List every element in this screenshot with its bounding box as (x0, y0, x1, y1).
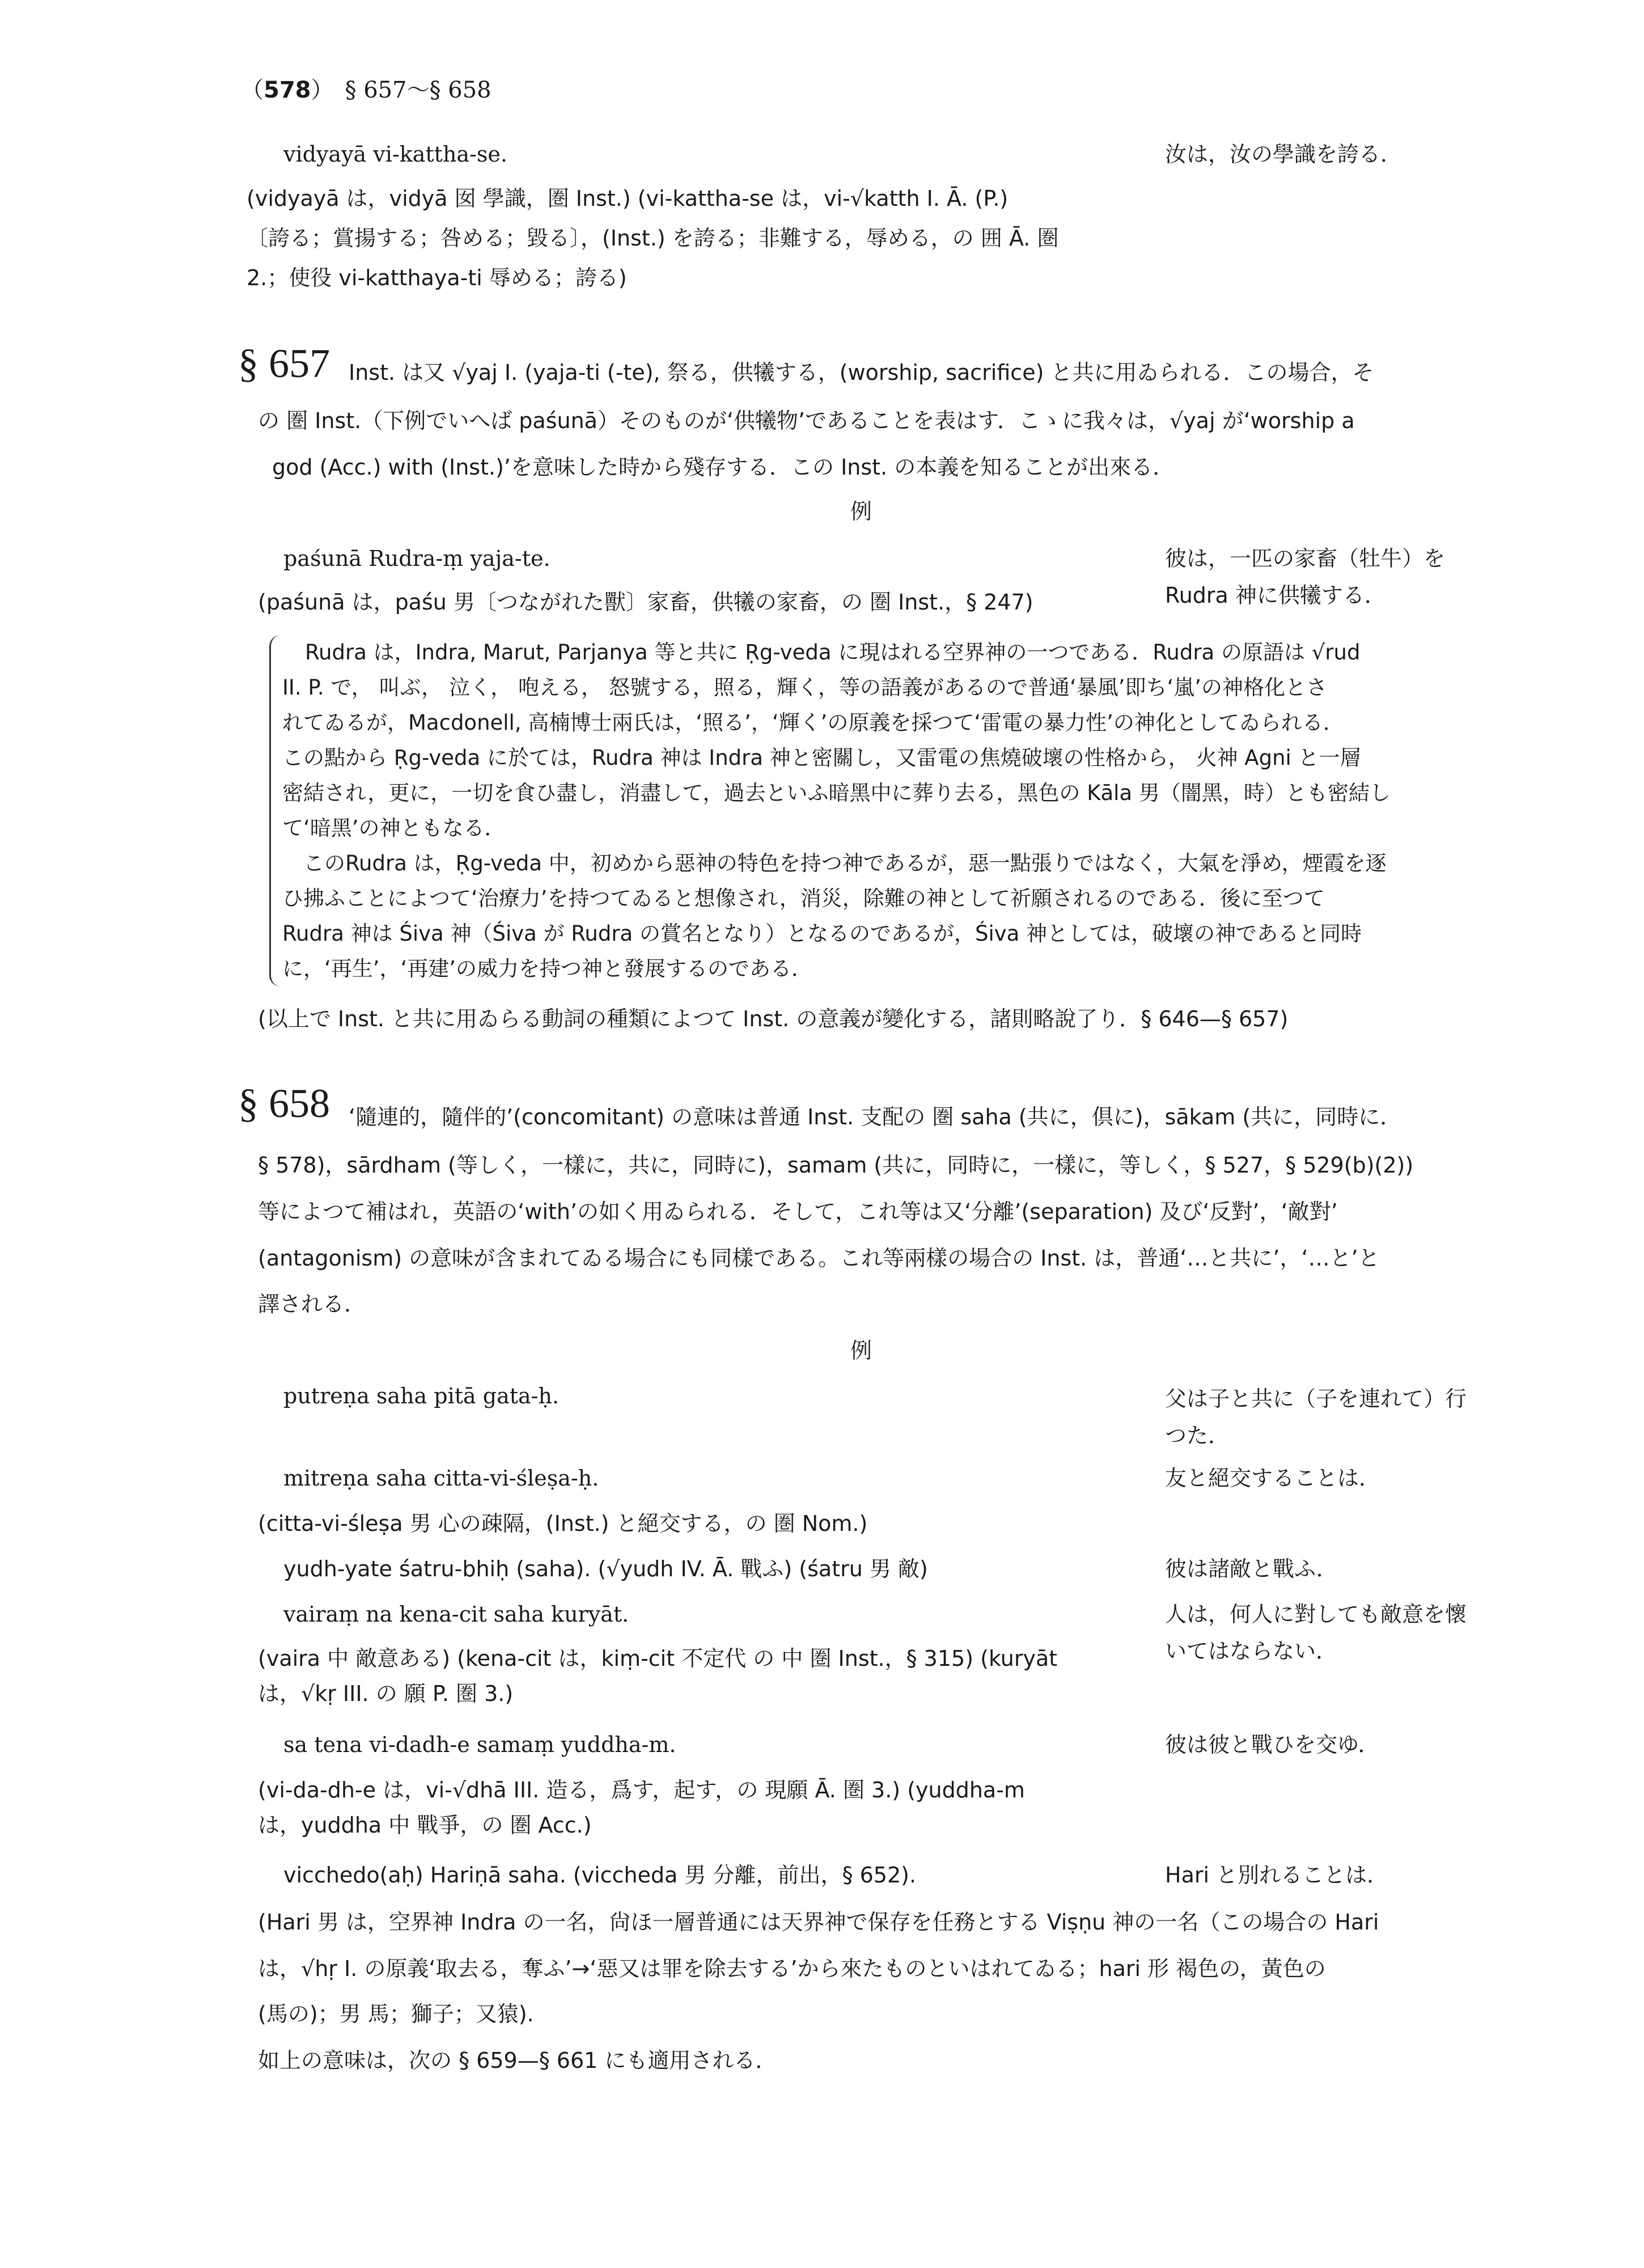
s658-line-1: ‘隨連的，隨伴的’(concomitant) の意味は普通 Inst. 支配の 圏 saha (共に，倶に)，sākam (共に，同時に． (349, 1105, 1402, 1129)
page-number: 578 (264, 77, 311, 103)
s658-ex1-translation-1: 父は子と共に（子を連れて）行 (1165, 1386, 1467, 1411)
s658-ex4-note-2: は，√kṛ III. の 願 P. 圏 3.) (258, 1681, 514, 1706)
box-line: に，‘再生’，‘再建’の威力を持つ神と發展するのである． (282, 957, 813, 981)
s658-ex4-translation-2: いてはならない． (1165, 1639, 1338, 1664)
s658-ex2-translation: 友と絕交することは． (1165, 1466, 1381, 1491)
s658-ex5-note-2: は，yuddha 中 戰爭，の 圏 Acc.) (258, 1813, 592, 1838)
s657-example-translation-1: 彼は，一匹の家畜（牡牛）を (1165, 546, 1446, 571)
s657-line-2: の 圏 Inst.（下例でいへば paśunā）そのものが‘供犧物’であることを表はす．こゝに我々は，√yaj が‘worship a (258, 408, 1355, 433)
box-line: Rudra は，Indra, Marut, Parjanya 等と共に Ṛg-veda に現はれる空界神の一つである．Rudra の原語は √rud (305, 640, 1361, 665)
s658-hari-note-3: (馬の)；男 馬；獅子；又猿). (258, 2002, 534, 2026)
s657-example-translation-2: Rudra 神に供犧する． (1165, 583, 1386, 608)
s658-ex6-sanskrit: vicchedo(aḥ) Hariṇā saha. (viccheda 男 分離，前出，§ 652). (283, 1863, 917, 1888)
s657-example-note: (paśunā は，paśu 男〔つながれた獸〕家畜，供犧の家畜，の 圏 Inst.，§ 247) (258, 590, 1033, 615)
top-example-translation: 汝は，汝の學識を誇る． (1165, 142, 1403, 167)
s658-ex1-translation-2: つた． (1165, 1423, 1230, 1448)
s657-closing: (以上で Inst. と共に用ゐらる動詞の種類によつて Inst. の意義が變化する，諸則略說了り．§ 646—§ 657) (258, 1006, 1289, 1031)
box-line: この點から Ṛg-veda に於ては，Rudra 神は Indra 神と密關し，又雷電の焦燒破壞の性格から， 火神 Agni と一層 (282, 746, 1361, 770)
s658-line-5: 譯される． (258, 1292, 366, 1317)
top-note-line-3: 2.；使役 vi-katthaya-ti 辱める；誇る) (247, 265, 627, 290)
s658-hari-note-2: は，√hṛ I. の原義‘取去る，奪ふ’→‘惡又は罪を除去する’から來たものといはれてゐる；hari 形 褐色の，黃色の (258, 1956, 1326, 1981)
s658-ex1-sanskrit: putreṇa saha pitā gata-ḥ. (283, 1383, 560, 1408)
top-note-line-1: (vidyayā は，vidyā 囡 學識，圏 Inst.) (vi-kattha-se は，vi-√katth I. Ā. (P.) (247, 186, 1009, 211)
s658-ex5-sanskrit: sa tena vi-dadh-e samaṃ yuddha-m. (283, 1732, 676, 1757)
s657-line-1: Inst. は又 √yaj I. (yaja-ti (-te), 祭る，供犧する，(worship, sacrifice) と共に用ゐられる．この場合，そ (349, 360, 1374, 385)
s658-line-3: 等によつて補はれ，英語の‘with’の如く用ゐられる．そして，これ等は又‘分離’(separation) 及び‘反對’，‘敵對’ (258, 1199, 1338, 1224)
box-line: Rudra 神は Śiva 神（Śiva が Rudra の賞名となり）となるのであるが，Śiva 神としては，破壞の神であると同時 (282, 921, 1362, 946)
top-note-line-2: 〔誇る；賞揚する；咎める；毀る〕，(Inst.) を誇る；非難する，辱める，の 囲 Ā. 圏 (247, 226, 1059, 251)
s658-ex2-note: (citta-vi-śleṣa 男 心の疎隔，(Inst.) と絕交する，の 圏 Nom.) (258, 1511, 868, 1536)
s658-example-label: 例 (850, 1338, 872, 1363)
s657-example-sanskrit: paśunā Rudra-ṃ yaja-te. (283, 546, 550, 571)
page-header: （578） § 657〜§ 658 (241, 77, 491, 103)
s658-line-2: § 578)，sārdham (等しく，一樣に，共に，同時に)，samam (共に，同時に，一樣に，等しく，§ 527，§ 529(b)(2)) (258, 1153, 1414, 1178)
s658-final-remark: 如上の意味は，次の § 659—§ 661 にも適用される． (258, 2048, 777, 2073)
s657-example-label: 例 (850, 499, 872, 524)
rudra-note-box (269, 635, 1501, 987)
s658-ex3-sanskrit: yudh-yate śatru-bhiḥ (saha). (√yudh IV. Ā. 戰ふ) (śatru 男 敵) (283, 1556, 928, 1581)
s658-hari-note-1: (Hari 男 は，空界神 Indra の一名，尙ほ一層普通には天界神で保存を任務とする Viṣṇu 神の一名（この場合の Hari (258, 1910, 1379, 1935)
section-658-number: § 658 (238, 1081, 330, 1126)
s658-ex6-translation: Hari と別れることは． (1165, 1863, 1389, 1888)
box-line: II. P. で， 叫ぶ， 泣く， 咆える， 怒號する，照る，輝く，等の語義があるので普通‘暴風’即ち‘嵐’の神格化とさ (282, 675, 1328, 700)
section-657-number: § 657 (238, 341, 330, 386)
s658-ex3-translation: 彼は諸敵と戰ふ． (1165, 1556, 1338, 1581)
box-line: このRudra は，Ṛg-veda 中，初めから惡神の特色を持つ神であるが，惡一點張りではなく，大氣を淨め，煙霞を逐 (282, 851, 1387, 875)
s658-ex4-translation-1: 人は，何人に對しても敵意を懷 (1165, 1602, 1467, 1627)
s657-line-3: god (Acc.) with (Inst.)’を意味した時から殘存する．この Inst. の本義を知ることが出來る． (272, 455, 1175, 480)
s658-ex5-translation: 彼は彼と戰ひを交ゆ． (1165, 1732, 1380, 1757)
box-line: ひ拂ふことによつて‘治療力’を持つてゐると想像され，消災，除難の神として祈願されるのである．後に至つて (282, 886, 1325, 911)
s658-ex5-note-1: (vi-da-dh-e は，vi-√dhā III. 造る，爲す，起す，の 現願 Ā. 圏 3.) (yuddha-m (258, 1778, 1025, 1802)
s658-ex4-sanskrit: vairaṃ na kena-cit saha kuryāt. (283, 1602, 629, 1627)
box-line: て‘暗黑’の神ともなる． (282, 816, 506, 840)
s658-ex4-note-1: (vaira 中 敵意ある) (kena-cit は，kiṃ-cit 不定代 の 中 圏 Inst.，§ 315) (kuryāt (258, 1646, 1058, 1671)
box-line: 密結され，更に，一切を食ひ盡し，消盡して，過去といふ暗黑中に葬り去る，黑色の Kāla 男（闇黑，時）とも密結し (282, 781, 1391, 805)
top-example-sanskrit: vidyayā vi-kattha-se. (283, 142, 507, 167)
s658-line-4: (antagonism) の意味が含まれてゐる場合にも同樣である。これ等兩樣の場合の Inst. は，普通‘…と共に’，‘…と’と (258, 1246, 1380, 1271)
box-line: れてゐるが，Macdonell, 高楠博士兩氏は，‘照る’，‘輝く’の原義を採つて‘雷電の暴力性’の神化としてゐられる． (282, 710, 1344, 735)
s658-ex2-sanskrit: mitreṇa saha citta-vi-śleṣa-ḥ. (283, 1466, 599, 1491)
header-sections: § 657〜§ 658 (345, 77, 491, 103)
